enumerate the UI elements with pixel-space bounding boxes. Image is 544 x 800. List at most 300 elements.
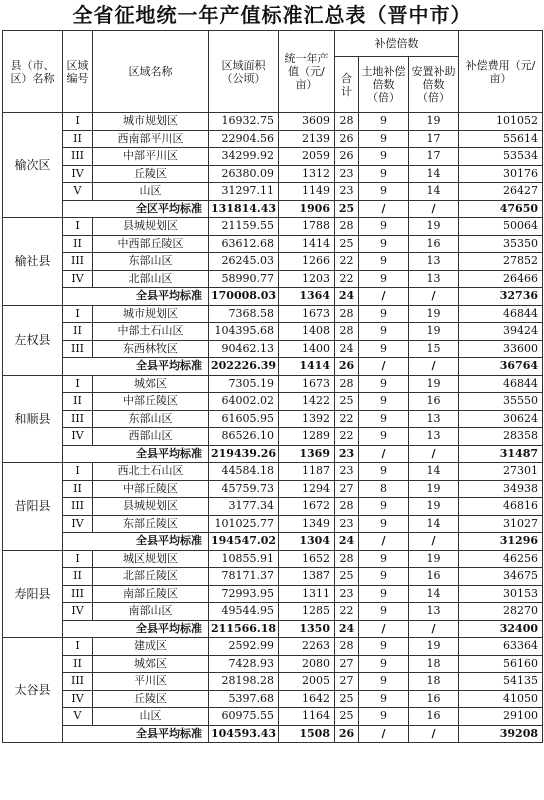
region-name: 城郊区 — [93, 655, 209, 673]
region-area: 58990.77 — [209, 270, 279, 288]
region-name: 平川区 — [93, 673, 209, 691]
table-row — [3, 375, 543, 393]
compensation-fee: 34675 — [459, 568, 543, 586]
resettle-multiple: 19 — [409, 480, 459, 498]
region-code: I — [63, 113, 93, 131]
annual-output: 1311 — [279, 585, 335, 603]
region-name: 城郊区 — [93, 375, 209, 393]
region-area: 101025.77 — [209, 515, 279, 533]
compensation-fee: 33600 — [459, 340, 543, 358]
region-code: II — [63, 568, 93, 586]
region-code: III — [63, 410, 93, 428]
average-total: 24 — [335, 288, 359, 306]
compensation-fee: 27852 — [459, 253, 543, 271]
table-row — [3, 393, 543, 411]
region-code: IV — [63, 515, 93, 533]
resettle-multiple: 16 — [409, 235, 459, 253]
annual-output: 1408 — [279, 323, 335, 341]
table-row — [3, 673, 543, 691]
resettle-multiple: 16 — [409, 568, 459, 586]
region-code: II — [63, 480, 93, 498]
resettle-multiple: 16 — [409, 690, 459, 708]
annual-output: 1149 — [279, 183, 335, 201]
annual-output: 1788 — [279, 218, 335, 236]
land-multiple: 9 — [359, 305, 409, 323]
land-multiple: 9 — [359, 340, 409, 358]
average-label: 全县平均标准 — [63, 288, 209, 306]
annual-output: 1294 — [279, 480, 335, 498]
average-resettle: / — [409, 725, 459, 743]
table-row — [3, 218, 543, 236]
region-name: 城市规划区 — [93, 113, 209, 131]
table-row — [3, 340, 543, 358]
multiple-total: 27 — [335, 673, 359, 691]
region-name: 东部丘陵区 — [93, 515, 209, 533]
average-output: 1414 — [279, 358, 335, 376]
land-multiple: 9 — [359, 708, 409, 726]
average-label: 全县平均标准 — [63, 445, 209, 463]
resettle-multiple: 19 — [409, 323, 459, 341]
annual-output: 2005 — [279, 673, 335, 691]
average-fee: 31296 — [459, 533, 543, 551]
resettle-multiple: 19 — [409, 375, 459, 393]
average-area: 202226.39 — [209, 358, 279, 376]
land-multiple: 9 — [359, 655, 409, 673]
multiple-total: 27 — [335, 655, 359, 673]
annual-output: 1387 — [279, 568, 335, 586]
average-output: 1304 — [279, 533, 335, 551]
land-multiple: 9 — [359, 428, 409, 446]
table-row — [3, 428, 543, 446]
compensation-fee: 54135 — [459, 673, 543, 691]
average-area: 194547.02 — [209, 533, 279, 551]
region-code: II — [63, 130, 93, 148]
county-name: 昔阳县 — [3, 463, 63, 551]
region-code: IV — [63, 165, 93, 183]
compensation-fee: 27301 — [459, 463, 543, 481]
table-row — [3, 550, 543, 568]
average-resettle: / — [409, 288, 459, 306]
compensation-fee: 28270 — [459, 603, 543, 621]
table-row — [3, 270, 543, 288]
average-land: / — [359, 620, 409, 638]
average-row — [3, 358, 543, 376]
average-land: / — [359, 445, 409, 463]
table-row — [3, 568, 543, 586]
region-name: 中西部丘陵区 — [93, 235, 209, 253]
land-multiple: 9 — [359, 235, 409, 253]
land-multiple: 9 — [359, 393, 409, 411]
land-multiple: 9 — [359, 375, 409, 393]
average-land: / — [359, 725, 409, 743]
region-name: 西部山区 — [93, 428, 209, 446]
resettle-multiple: 19 — [409, 638, 459, 656]
average-output: 1508 — [279, 725, 335, 743]
average-area: 219439.26 — [209, 445, 279, 463]
average-total: 23 — [335, 445, 359, 463]
annual-output: 1673 — [279, 305, 335, 323]
region-code: IV — [63, 603, 93, 621]
resettle-multiple: 19 — [409, 550, 459, 568]
table-row — [3, 515, 543, 533]
average-resettle: / — [409, 445, 459, 463]
average-row — [3, 200, 543, 218]
multiple-total: 22 — [335, 410, 359, 428]
average-label: 全县平均标准 — [63, 725, 209, 743]
resettle-multiple: 19 — [409, 498, 459, 516]
county-name: 太谷县 — [3, 638, 63, 743]
resettle-multiple: 13 — [409, 603, 459, 621]
land-multiple: 9 — [359, 550, 409, 568]
land-multiple: 9 — [359, 463, 409, 481]
average-total: 24 — [335, 620, 359, 638]
region-area: 16932.75 — [209, 113, 279, 131]
annual-output: 3609 — [279, 113, 335, 131]
region-name: 东部山区 — [93, 253, 209, 271]
annual-output: 2139 — [279, 130, 335, 148]
average-fee: 36764 — [459, 358, 543, 376]
land-multiple: 9 — [359, 585, 409, 603]
region-code: III — [63, 673, 93, 691]
resettle-multiple: 18 — [409, 673, 459, 691]
average-row — [3, 725, 543, 743]
resettle-multiple: 15 — [409, 340, 459, 358]
land-multiple: 9 — [359, 515, 409, 533]
compensation-fee: 46844 — [459, 375, 543, 393]
multiple-total: 28 — [335, 305, 359, 323]
region-code: IV — [63, 428, 93, 446]
resettle-multiple: 14 — [409, 515, 459, 533]
annual-output: 1672 — [279, 498, 335, 516]
region-name: 县城规划区 — [93, 218, 209, 236]
average-label: 全县平均标准 — [63, 358, 209, 376]
average-output: 1369 — [279, 445, 335, 463]
multiple-total: 28 — [335, 218, 359, 236]
resettle-multiple: 18 — [409, 655, 459, 673]
average-resettle: / — [409, 358, 459, 376]
average-total: 26 — [335, 358, 359, 376]
multiple-total: 28 — [335, 113, 359, 131]
resettle-multiple: 14 — [409, 165, 459, 183]
resettle-multiple: 14 — [409, 183, 459, 201]
region-name: 西北土石山区 — [93, 463, 209, 481]
region-area: 60975.55 — [209, 708, 279, 726]
annual-output: 1414 — [279, 235, 335, 253]
multiple-total: 23 — [335, 463, 359, 481]
compensation-fee: 35350 — [459, 235, 543, 253]
compensation-fee: 46256 — [459, 550, 543, 568]
header-fee: 补偿费用（元/亩） — [459, 31, 543, 113]
region-area: 61605.95 — [209, 410, 279, 428]
region-name: 东部山区 — [93, 410, 209, 428]
multiple-total: 28 — [335, 498, 359, 516]
region-name: 中部丘陵区 — [93, 393, 209, 411]
region-code: I — [63, 463, 93, 481]
compensation-fee: 34938 — [459, 480, 543, 498]
average-row — [3, 533, 543, 551]
annual-output: 1187 — [279, 463, 335, 481]
average-resettle: / — [409, 620, 459, 638]
annual-output: 1285 — [279, 603, 335, 621]
region-code: I — [63, 305, 93, 323]
header-total: 合计 — [335, 57, 359, 113]
annual-output: 1422 — [279, 393, 335, 411]
header-area: 区域面积（公顷） — [209, 31, 279, 113]
region-name: 县城规划区 — [93, 498, 209, 516]
multiple-total: 23 — [335, 585, 359, 603]
table-row — [3, 498, 543, 516]
table-row — [3, 235, 543, 253]
compensation-fee: 55614 — [459, 130, 543, 148]
annual-output: 2059 — [279, 148, 335, 166]
average-total: 26 — [335, 725, 359, 743]
region-code: I — [63, 375, 93, 393]
annual-output: 1164 — [279, 708, 335, 726]
region-area: 86526.10 — [209, 428, 279, 446]
land-multiple: 9 — [359, 323, 409, 341]
average-fee: 32400 — [459, 620, 543, 638]
multiple-total: 22 — [335, 428, 359, 446]
average-land: / — [359, 533, 409, 551]
region-area: 49544.95 — [209, 603, 279, 621]
multiple-total: 22 — [335, 603, 359, 621]
table-row — [3, 410, 543, 428]
region-area: 2592.99 — [209, 638, 279, 656]
multiple-total: 26 — [335, 130, 359, 148]
region-area: 34299.92 — [209, 148, 279, 166]
region-code: III — [63, 498, 93, 516]
table-row — [3, 113, 543, 131]
region-code: IV — [63, 690, 93, 708]
region-area: 10855.91 — [209, 550, 279, 568]
average-fee: 39208 — [459, 725, 543, 743]
land-multiple: 8 — [359, 480, 409, 498]
average-area: 104593.43 — [209, 725, 279, 743]
compensation-table — [2, 30, 543, 743]
region-area: 64002.02 — [209, 393, 279, 411]
region-area: 78171.37 — [209, 568, 279, 586]
annual-output: 2263 — [279, 638, 335, 656]
average-resettle: / — [409, 533, 459, 551]
average-row — [3, 288, 543, 306]
land-multiple: 9 — [359, 690, 409, 708]
region-area: 26380.09 — [209, 165, 279, 183]
region-name: 南部丘陵区 — [93, 585, 209, 603]
compensation-fee: 53534 — [459, 148, 543, 166]
annual-output: 1400 — [279, 340, 335, 358]
region-area: 72993.95 — [209, 585, 279, 603]
average-fee: 32736 — [459, 288, 543, 306]
region-area: 7305.19 — [209, 375, 279, 393]
compensation-fee: 101052 — [459, 113, 543, 131]
region-name: 中部土石山区 — [93, 323, 209, 341]
compensation-fee: 50064 — [459, 218, 543, 236]
land-multiple: 9 — [359, 603, 409, 621]
multiple-total: 24 — [335, 340, 359, 358]
average-output: 1906 — [279, 200, 335, 218]
table-row — [3, 323, 543, 341]
land-multiple: 9 — [359, 638, 409, 656]
table-row — [3, 305, 543, 323]
region-name: 北部丘陵区 — [93, 568, 209, 586]
county-name: 寿阳县 — [3, 550, 63, 638]
region-code: II — [63, 235, 93, 253]
average-row — [3, 620, 543, 638]
region-area: 21159.55 — [209, 218, 279, 236]
region-code: I — [63, 218, 93, 236]
region-name: 建成区 — [93, 638, 209, 656]
multiple-total: 23 — [335, 165, 359, 183]
multiple-total: 26 — [335, 148, 359, 166]
county-name: 和顺县 — [3, 375, 63, 463]
resettle-multiple: 13 — [409, 428, 459, 446]
header-multiple-group: 补偿倍数 — [335, 31, 459, 57]
compensation-fee: 35550 — [459, 393, 543, 411]
county-name: 左权县 — [3, 305, 63, 375]
region-code: V — [63, 708, 93, 726]
region-code: V — [63, 183, 93, 201]
annual-output: 2080 — [279, 655, 335, 673]
compensation-fee: 41050 — [459, 690, 543, 708]
resettle-multiple: 16 — [409, 393, 459, 411]
annual-output: 1203 — [279, 270, 335, 288]
average-fee: 31487 — [459, 445, 543, 463]
multiple-total: 25 — [335, 690, 359, 708]
average-output: 1364 — [279, 288, 335, 306]
land-multiple: 9 — [359, 148, 409, 166]
region-area: 5397.68 — [209, 690, 279, 708]
region-name: 山区 — [93, 183, 209, 201]
average-area: 170008.03 — [209, 288, 279, 306]
resettle-multiple: 13 — [409, 270, 459, 288]
average-output: 1350 — [279, 620, 335, 638]
header-county: 县（市、区）名称 — [3, 31, 63, 113]
annual-output: 1642 — [279, 690, 335, 708]
land-multiple: 9 — [359, 183, 409, 201]
header-code: 区域编号 — [63, 31, 93, 113]
region-name: 东西林牧区 — [93, 340, 209, 358]
table-row — [3, 183, 543, 201]
region-name: 西南部平川区 — [93, 130, 209, 148]
average-area: 131814.43 — [209, 200, 279, 218]
land-multiple: 9 — [359, 130, 409, 148]
table-row — [3, 130, 543, 148]
region-area: 90462.13 — [209, 340, 279, 358]
table-body — [3, 113, 543, 743]
region-name: 城区规划区 — [93, 550, 209, 568]
region-area: 3177.34 — [209, 498, 279, 516]
county-name: 榆次区 — [3, 113, 63, 218]
region-code: II — [63, 393, 93, 411]
land-multiple: 9 — [359, 165, 409, 183]
multiple-total: 22 — [335, 253, 359, 271]
multiple-total: 28 — [335, 638, 359, 656]
land-multiple: 9 — [359, 568, 409, 586]
region-name: 丘陵区 — [93, 165, 209, 183]
land-multiple: 9 — [359, 673, 409, 691]
region-code: II — [63, 323, 93, 341]
land-multiple: 9 — [359, 218, 409, 236]
resettle-multiple: 19 — [409, 305, 459, 323]
header-area-name: 区域名称 — [93, 31, 209, 113]
region-area: 31297.11 — [209, 183, 279, 201]
annual-output: 1289 — [279, 428, 335, 446]
table-row — [3, 690, 543, 708]
multiple-total: 25 — [335, 708, 359, 726]
region-name: 中部平川区 — [93, 148, 209, 166]
region-code: III — [63, 253, 93, 271]
region-code: III — [63, 148, 93, 166]
region-area: 7368.58 — [209, 305, 279, 323]
resettle-multiple: 14 — [409, 463, 459, 481]
region-name: 山区 — [93, 708, 209, 726]
average-label: 全县平均标准 — [63, 620, 209, 638]
average-resettle: / — [409, 200, 459, 218]
compensation-fee: 46816 — [459, 498, 543, 516]
region-code: IV — [63, 270, 93, 288]
header-output: 统一年产值（元/亩） — [279, 31, 335, 113]
table-row — [3, 638, 543, 656]
compensation-fee: 29100 — [459, 708, 543, 726]
resettle-multiple: 19 — [409, 218, 459, 236]
annual-output: 1652 — [279, 550, 335, 568]
compensation-fee: 30624 — [459, 410, 543, 428]
compensation-fee: 46844 — [459, 305, 543, 323]
region-area: 44584.18 — [209, 463, 279, 481]
region-name: 城市规划区 — [93, 305, 209, 323]
compensation-fee: 30176 — [459, 165, 543, 183]
resettle-multiple: 17 — [409, 148, 459, 166]
region-area: 22904.56 — [209, 130, 279, 148]
compensation-fee: 31027 — [459, 515, 543, 533]
land-multiple: 9 — [359, 253, 409, 271]
average-land: / — [359, 288, 409, 306]
table-row — [3, 603, 543, 621]
table-row — [3, 585, 543, 603]
multiple-total: 25 — [335, 235, 359, 253]
compensation-fee: 39424 — [459, 323, 543, 341]
multiple-total: 28 — [335, 375, 359, 393]
region-code: II — [63, 655, 93, 673]
multiple-total: 22 — [335, 270, 359, 288]
region-area: 7428.93 — [209, 655, 279, 673]
multiple-total: 25 — [335, 393, 359, 411]
average-land: / — [359, 200, 409, 218]
resettle-multiple: 14 — [409, 585, 459, 603]
land-multiple: 9 — [359, 113, 409, 131]
multiple-total: 25 — [335, 568, 359, 586]
region-area: 28198.28 — [209, 673, 279, 691]
region-name: 中部丘陵区 — [93, 480, 209, 498]
average-total: 24 — [335, 533, 359, 551]
compensation-fee: 26466 — [459, 270, 543, 288]
table-header — [3, 31, 543, 113]
table-row — [3, 165, 543, 183]
table-row — [3, 253, 543, 271]
resettle-multiple: 17 — [409, 130, 459, 148]
region-area: 63612.68 — [209, 235, 279, 253]
multiple-total: 23 — [335, 515, 359, 533]
region-area: 104395.68 — [209, 323, 279, 341]
page-title: 全省征地统一年产值标准汇总表（晋中市） — [72, 3, 472, 27]
compensation-fee: 28358 — [459, 428, 543, 446]
region-name: 北部山区 — [93, 270, 209, 288]
table-row — [3, 480, 543, 498]
multiple-total: 27 — [335, 480, 359, 498]
annual-output: 1266 — [279, 253, 335, 271]
region-area: 26245.03 — [209, 253, 279, 271]
average-land: / — [359, 358, 409, 376]
